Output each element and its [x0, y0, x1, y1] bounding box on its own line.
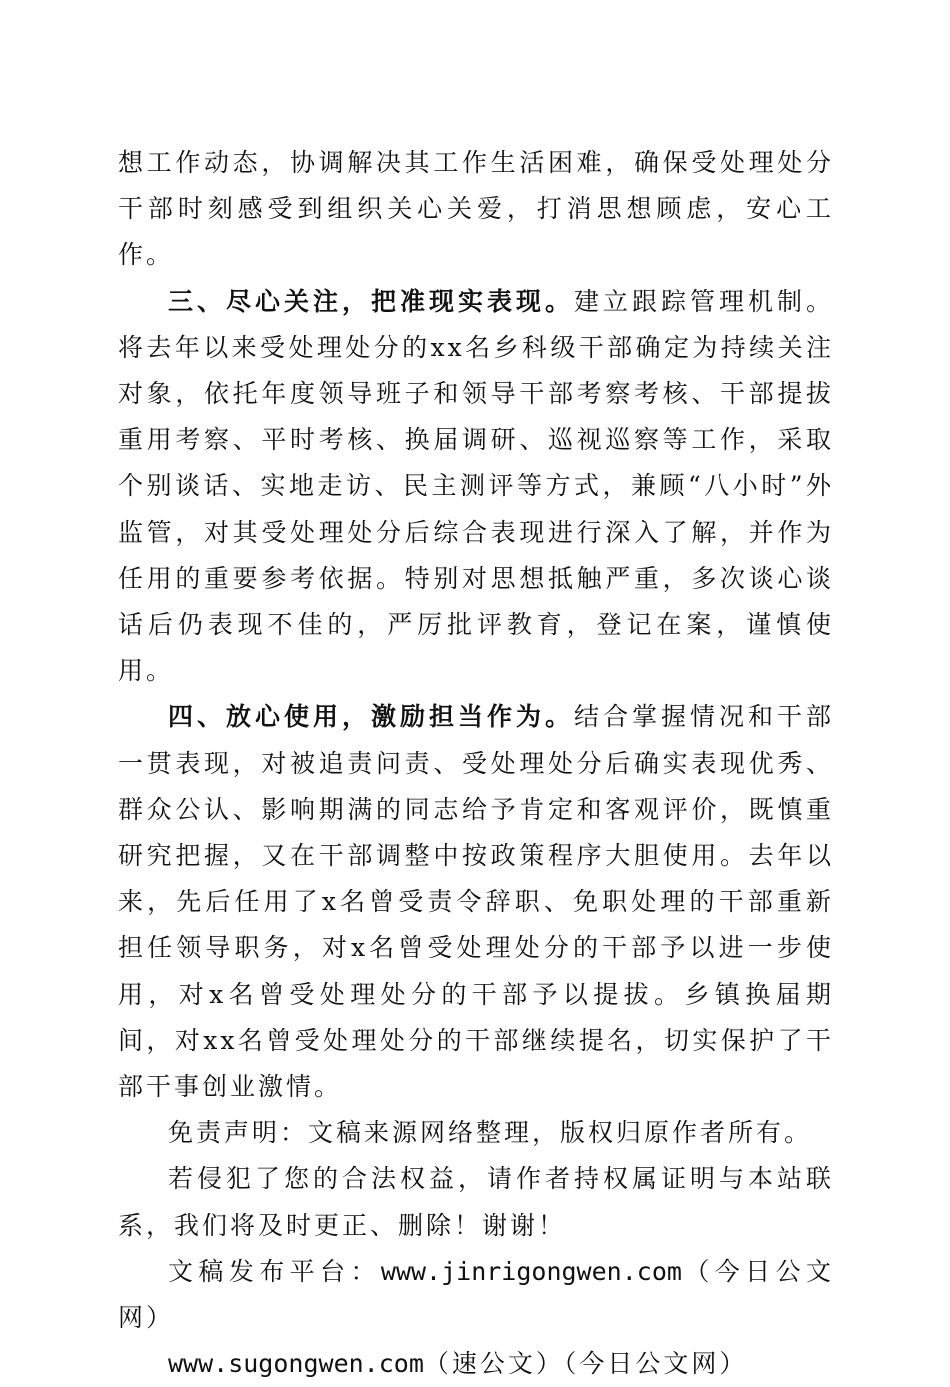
platform-line [118, 1249, 834, 1341]
section-three-heading: 三、尽心关注，把准现实表现。 [168, 286, 574, 316]
paragraph-continuation: 想工作动态，协调解决其工作生活困难，确保受处理处分干部时刻感受到组织关心关爱，打消思想顾虑，安心工作。 [118, 148, 834, 270]
platform-url-1[interactable]: www.jinrigongwen.com [380, 1256, 682, 1286]
platform-label: 文稿发布平台： [168, 1256, 381, 1286]
platform-name-1: （今日公文网） [118, 1256, 834, 1333]
infringement-notice: 若侵犯了您的合法权益，请作者持权属证明与本站联系，我们将及时更正、删除！谢谢！ [118, 1164, 834, 1240]
section-four [118, 694, 834, 1110]
platform-name-2: （速公文）（今日公文网） [423, 1349, 748, 1379]
section-four-heading: 四、放心使用，激励担当作为。 [168, 702, 574, 732]
platform-line-2 [118, 1341, 834, 1387]
section-four-body: 结合掌握情况和干部一贯表现，对被追责问责、受处理处分后确实表现优秀、群众公认、影响期满的同志给予肯定和客观评价，既慎重研究把握，又在干部调整中按政策程序大胆使用。去年以来，先后任用了x名曾受责令辞职、免职处理的干部重新担任领导职务，对x名曾受处理处分的干部予以进一步使用，对x名曾受处理处分的干部予以提拔。乡镇换届期间，对xx名曾受处理处分的干部继续提名，切实保护了干部干事创业激情。 [118, 702, 834, 1102]
disclaimer: 免责声明：文稿来源网络整理，版权归原作者所有。 [168, 1118, 813, 1148]
platform-url-2[interactable]: www.sugongwen.com [168, 1349, 424, 1379]
section-three [118, 279, 834, 695]
section-three-body: 建立跟踪管理机制。将去年以来受处理处分的xx名乡科级干部确定为持续关注对象，依托年度领导班子和领导干部考察考核、干部提拔重用考察、平时考核、换届调研、巡视巡察等工作，采取个别谈话、实地走访、民主测评等方式，兼顾“八小时”外监管，对其受处理处分后综合表现进行深入了解，并作为任用的重要参考依据。特别对思想抵触严重，多次谈心谈话后仍表现不佳的，严厉批评教育，登记在案，谨慎使用。 [118, 286, 834, 686]
document-body [118, 140, 834, 1387]
